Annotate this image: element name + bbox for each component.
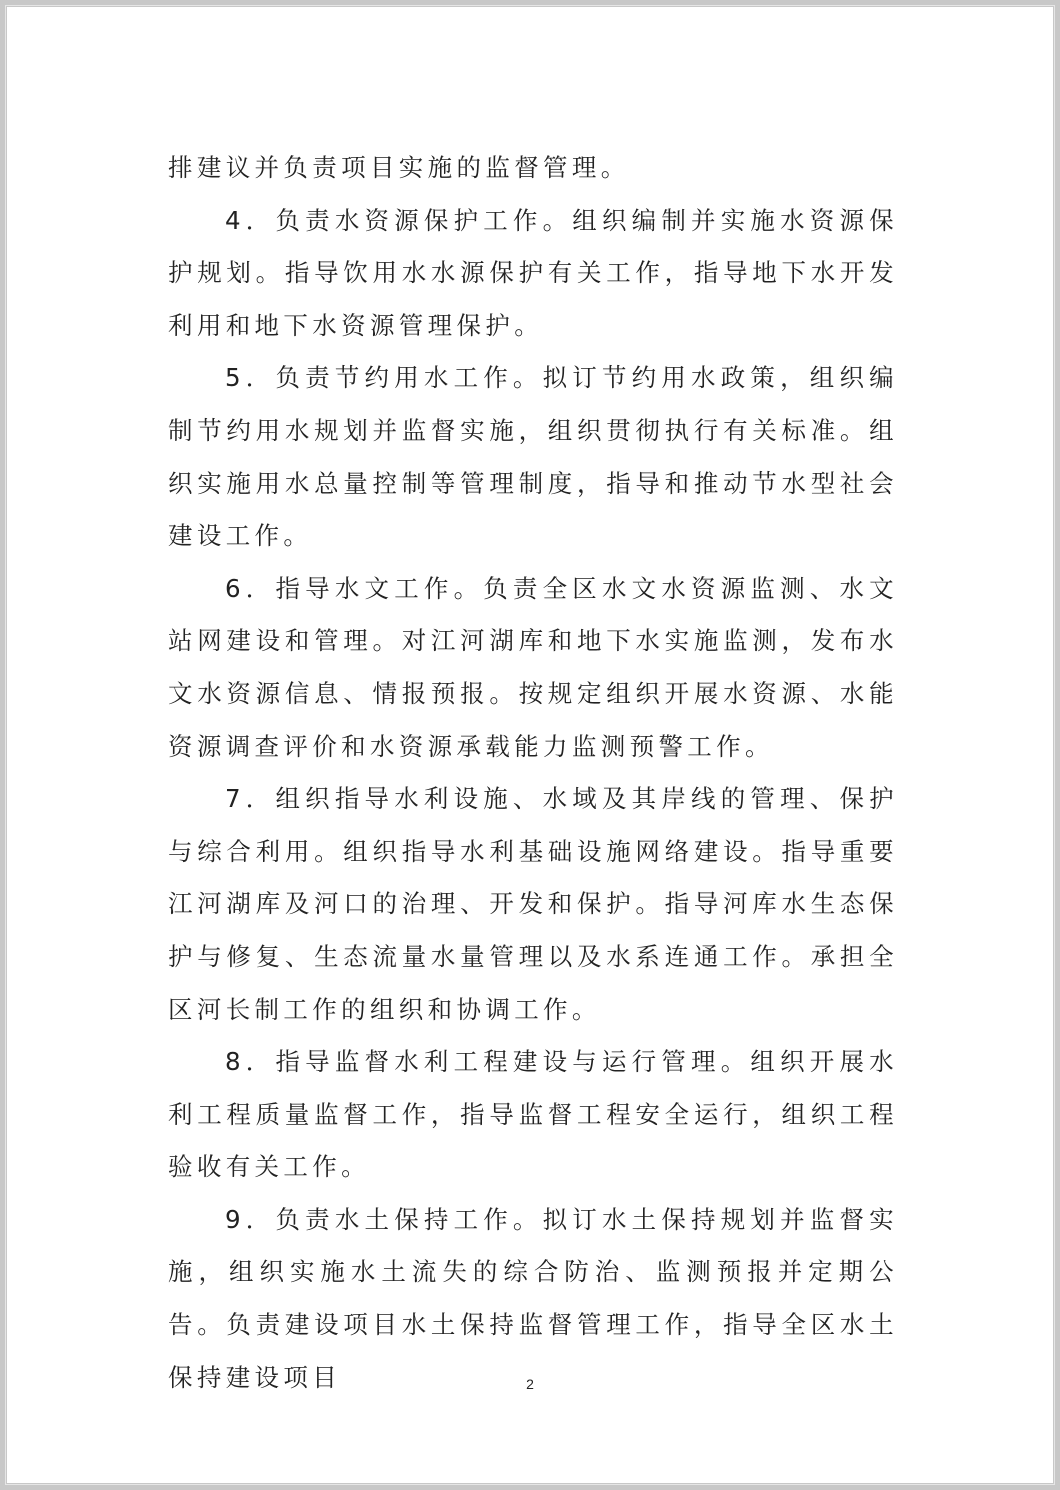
document-body xyxy=(168,142,898,1404)
paragraph-continuation: 排建议并负责项目实施的监督管理。 xyxy=(168,153,630,182)
paragraph-item-6: 6．指导水文工作。负责全区水文水资源监测、水文站网建设和管理。对江河湖库和地下水实施监测，发布水文水资源信息、情报预报。按规定组织开展水资源、水能资源调查评价和水资源承载能力监测预警工作。 xyxy=(168,573,898,761)
paragraph-item-8: 8．指导监督水利工程建设与运行管理。组织开展水利工程质量监督工作，指导监督工程安全运行，组织工程验收有关工作。 xyxy=(168,1047,898,1182)
page-number: 2 xyxy=(526,1376,534,1392)
paragraph-item-9: 9．负责水土保持工作。拟订水土保持规划并监督实施，组织实施水土流失的综合防治、监测预报并定期公告。负责建设项目水土保持监督管理工作，指导全区水土保持建设项目 xyxy=(168,1204,898,1392)
paragraph-item-5: 5．负责节约用水工作。拟订节约用水政策，组织编制节约用水规划并监督实施，组织贯彻执行有关标准。组织实施用水总量控制等管理制度，指导和推动节水型社会建设工作。 xyxy=(168,363,898,551)
viewer-border-right xyxy=(1053,0,1060,1490)
paragraph-item-7: 7．组织指导水利设施、水域及其岸线的管理、保护与综合利用。组织指导水利基础设施网络建设。指导重要江河湖库及河口的治理、开发和保护。指导河库水生态保护与修复、生态流量水量管理以及水系连通工作。承担全区河长制工作的组织和协调工作。 xyxy=(168,784,898,1024)
paragraph-item-4: 4．负责水资源保护工作。组织编制并实施水资源保护规划。指导饮用水水源保护有关工作，指导地下水开发利用和地下水资源管理保护。 xyxy=(168,205,898,340)
